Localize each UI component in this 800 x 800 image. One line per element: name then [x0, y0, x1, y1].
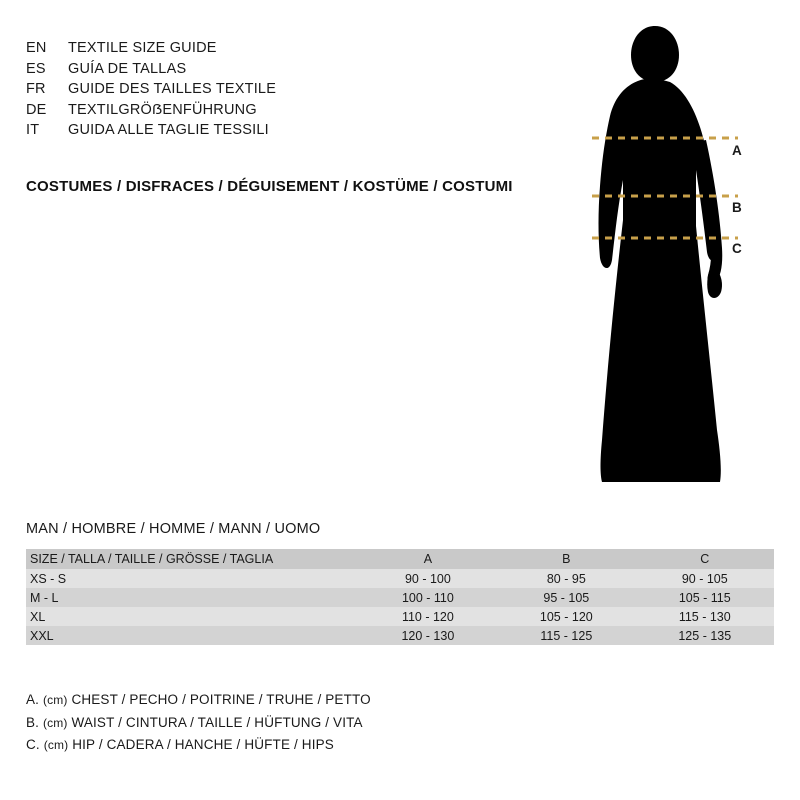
language-text-en: TEXTILE SIZE GUIDE — [68, 40, 217, 56]
legend-key-c: C. — [26, 737, 40, 752]
size-table-head — [26, 549, 774, 569]
language-text-de: TEXTILGRÖẞENFÜHRUNG — [68, 101, 257, 118]
marker-label-b: B — [732, 200, 742, 215]
language-row-it — [26, 120, 546, 141]
language-row-fr — [26, 79, 546, 100]
silhouette-svg — [560, 20, 790, 490]
measurement-legend — [26, 689, 371, 757]
cell-size: XXL — [26, 626, 359, 645]
language-code-de: DE — [26, 101, 47, 118]
cell-a: 100 - 110 — [359, 588, 497, 607]
cell-b: 95 - 105 — [497, 588, 635, 607]
cell-b: 80 - 95 — [497, 569, 635, 588]
legend-row-b — [26, 712, 371, 735]
cell-size: M - L — [26, 588, 359, 607]
marker-label-a: A — [732, 143, 742, 158]
header-size: SIZE / TALLA / TAILLE / GRÖSSE / TAGLIA — [26, 549, 359, 569]
legend-key-b: B. — [26, 714, 40, 730]
legend-text-a: CHEST / PECHO / POITRINE / TRUHE / PETTO — [71, 692, 371, 707]
cell-c: 115 - 130 — [636, 607, 774, 626]
marker-label-c: C — [732, 241, 742, 256]
cell-size: XS - S — [26, 569, 359, 588]
legend-row-c — [26, 734, 371, 757]
language-row-en — [26, 38, 546, 59]
table-header-row — [26, 549, 774, 569]
language-code-es: ES — [26, 60, 46, 77]
legend-text-c: HIP / CADERA / HANCHE / HÜFTE / HIPS — [72, 737, 334, 752]
cell-a: 110 - 120 — [359, 607, 497, 626]
language-row-de — [26, 100, 546, 121]
size-table-body — [26, 569, 774, 645]
header-a: A — [359, 549, 497, 569]
body-figure — [560, 20, 790, 490]
size-table — [26, 549, 774, 645]
table-row — [26, 607, 774, 626]
group-title-man: MAN / HOMBRE / HOMME / MANN / UOMO — [26, 521, 321, 537]
language-code-en: EN — [26, 40, 47, 56]
table-row — [26, 626, 774, 645]
costumes-subtitle: COSTUMES / DISFRACES / DÉGUISEMENT / KOSTÜME / COSTUMI — [26, 178, 513, 195]
language-text-es: GUÍA DE TALLAS — [68, 60, 187, 77]
legend-row-a — [26, 689, 371, 712]
cell-b: 115 - 125 — [497, 626, 635, 645]
cell-c: 125 - 135 — [636, 626, 774, 645]
legend-unit-a: (cm) — [42, 693, 68, 707]
language-text-it: GUIDA ALLE TAGLIE TESSILI — [68, 122, 269, 138]
language-code-it: IT — [26, 122, 40, 138]
table-row — [26, 588, 774, 607]
cell-a: 120 - 130 — [359, 626, 497, 645]
language-row-es — [26, 59, 546, 80]
cell-size: XL — [26, 607, 359, 626]
language-code-fr: FR — [26, 81, 46, 97]
cell-a: 90 - 100 — [359, 569, 497, 588]
header-c: C — [636, 549, 774, 569]
language-title-list — [26, 38, 546, 141]
cell-b: 105 - 120 — [497, 607, 635, 626]
language-text-fr: GUIDE DES TAILLES TEXTILE — [68, 81, 277, 97]
legend-unit-b: (cm) — [42, 715, 68, 730]
legend-text-b: WAIST / CINTURA / TAILLE / HÜFTUNG / VITA — [71, 714, 363, 730]
legend-unit-c: (cm) — [43, 738, 69, 752]
header-b: B — [497, 549, 635, 569]
legend-key-a: A. — [26, 692, 40, 707]
table-row — [26, 569, 774, 588]
cell-c: 90 - 105 — [636, 569, 774, 588]
cell-c: 105 - 115 — [636, 588, 774, 607]
